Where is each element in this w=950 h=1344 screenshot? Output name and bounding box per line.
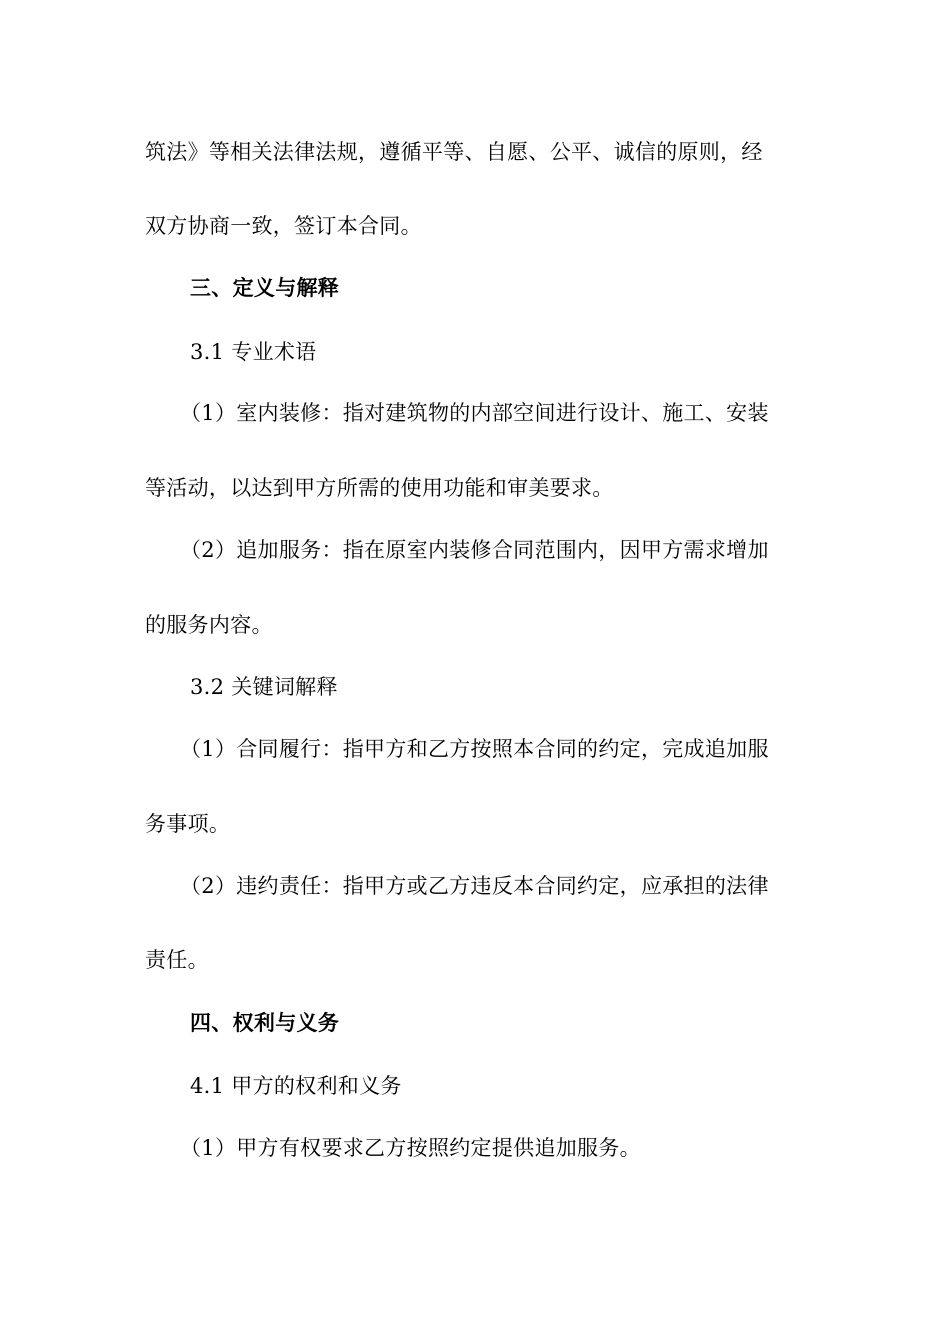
paragraph-line: （1）室内装修：指对建筑物的内部空间进行设计、施工、安装 xyxy=(180,401,769,425)
paragraph-line: 双方协商一致，签订本合同。 xyxy=(145,214,422,238)
paragraph-line: 责任。 xyxy=(145,948,209,972)
paragraph-line: 等活动，以达到甲方所需的使用功能和审美要求。 xyxy=(145,476,614,500)
subsection-heading-3-2: 3.2 关键词解释 xyxy=(190,675,338,699)
paragraph-line: 筑法》等相关法律法规，遵循平等、自愿、公平、诚信的原则，经 xyxy=(145,140,763,164)
subsection-heading-4-1: 4.1 甲方的权利和义务 xyxy=(190,1074,402,1098)
section-heading-four: 四、权利与义务 xyxy=(190,1010,340,1035)
paragraph-line: 的服务内容。 xyxy=(145,613,273,637)
paragraph-line: 务事项。 xyxy=(145,812,231,836)
subsection-heading-3-1: 3.1 专业术语 xyxy=(190,340,317,364)
paragraph-line: （2）追加服务：指在原室内装修合同范围内，因甲方需求增加 xyxy=(180,538,769,562)
paragraph-line: （1）合同履行：指甲方和乙方按照本合同的约定，完成追加服 xyxy=(180,737,769,761)
section-heading-three: 三、定义与解释 xyxy=(190,275,340,300)
paragraph-line: （1）甲方有权要求乙方按照约定提供追加服务。 xyxy=(180,1136,641,1160)
paragraph-line: （2）违约责任：指甲方或乙方违反本合同约定，应承担的法律 xyxy=(180,874,769,898)
